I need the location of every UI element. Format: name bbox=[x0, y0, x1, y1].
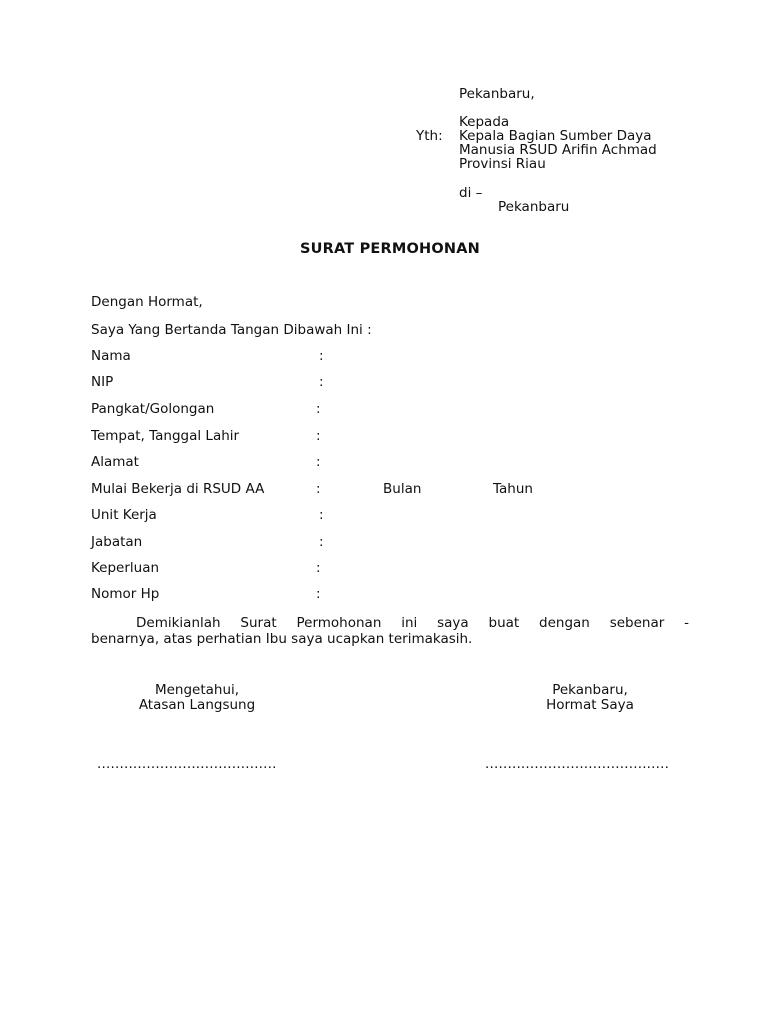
field-label-jabatan: Jabatan bbox=[91, 534, 143, 550]
di-label: di – bbox=[459, 185, 483, 201]
field-label-unit-kerja: Unit Kerja bbox=[91, 507, 157, 523]
recipient-line-3: Provinsi Riau bbox=[459, 156, 546, 172]
signature-right bbox=[520, 683, 660, 713]
yth-label: Yth: bbox=[416, 128, 443, 144]
signature-left bbox=[118, 683, 276, 713]
intro-text: Saya Yang Bertanda Tangan Dibawah Ini : bbox=[91, 322, 372, 338]
field-colon: : bbox=[319, 534, 324, 550]
to-label: Kepada bbox=[459, 114, 510, 130]
field-label-nama: Nama bbox=[91, 348, 131, 364]
signature-line-left: ........................................ bbox=[97, 756, 277, 772]
bulan-label: Bulan bbox=[383, 481, 422, 497]
destination-city: Pekanbaru bbox=[498, 199, 570, 215]
field-colon: : bbox=[316, 560, 321, 576]
tahun-label: Tahun bbox=[493, 481, 533, 497]
mengetahui-label: Mengetahui, bbox=[154, 682, 240, 698]
signature-place: Pekanbaru, bbox=[552, 682, 628, 698]
hormat-saya-label: Hormat Saya bbox=[546, 697, 634, 713]
field-label-mulai-bekerja: Mulai Bekerja di RSUD AA bbox=[91, 481, 265, 497]
closing-paragraph bbox=[91, 615, 689, 647]
field-label-keperluan: Keperluan bbox=[91, 560, 160, 576]
field-label-nomor-hp: Nomor Hp bbox=[91, 586, 160, 602]
closing-line-1: Demikianlah Surat Permohonan ini saya buat dengan sebenar - bbox=[136, 615, 689, 631]
field-label-nip: NIP bbox=[91, 374, 114, 390]
field-label-pangkat: Pangkat/Golongan bbox=[91, 401, 215, 417]
field-label-alamat: Alamat bbox=[91, 454, 139, 470]
atasan-label: Atasan Langsung bbox=[138, 697, 256, 713]
place-date: Pekanbaru, bbox=[459, 86, 535, 102]
field-colon: : bbox=[319, 348, 324, 364]
field-colon: : bbox=[316, 428, 321, 444]
field-colon: : bbox=[319, 507, 324, 523]
field-label-ttl: Tempat, Tanggal Lahir bbox=[91, 428, 240, 444]
recipient-line-1: Kepala Bagian Sumber Daya bbox=[459, 128, 652, 144]
greeting: Dengan Hormat, bbox=[91, 294, 203, 310]
field-colon: : bbox=[316, 401, 321, 417]
field-colon: : bbox=[316, 454, 321, 470]
recipient-line-2: Manusia RSUD Arifin Achmad bbox=[459, 142, 657, 158]
letter-title: SURAT PERMOHONAN bbox=[299, 241, 481, 257]
field-colon: : bbox=[316, 586, 321, 602]
closing-line-2: benarnya, atas perhatian Ibu saya ucapkan terimakasih. bbox=[91, 631, 473, 647]
signature-line-right: ......................................... bbox=[485, 756, 670, 772]
field-colon: : bbox=[316, 481, 321, 497]
field-colon: : bbox=[319, 374, 324, 390]
